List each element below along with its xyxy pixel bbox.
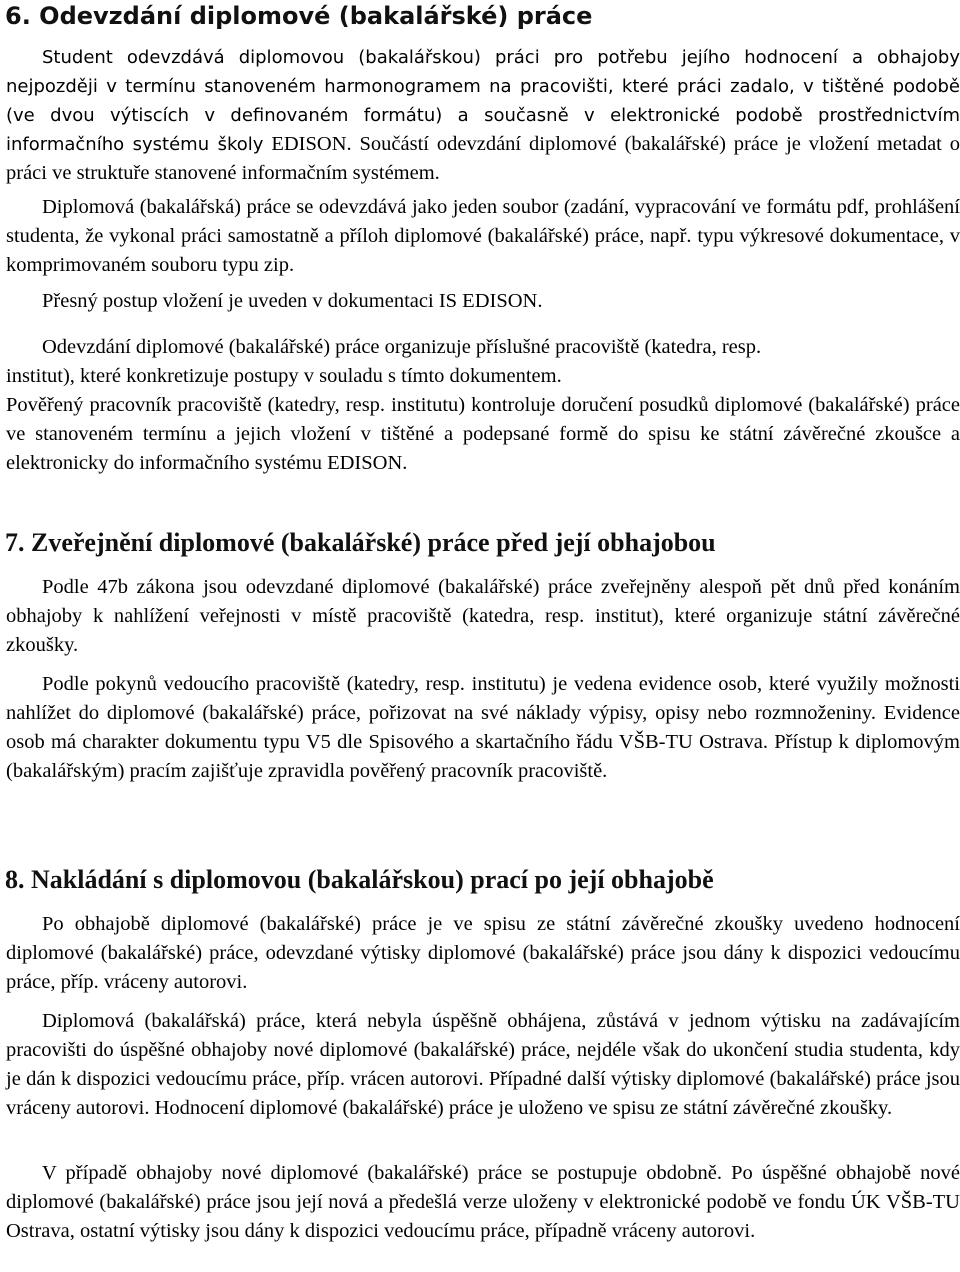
- section-6-paragraph-1: [6, 43, 960, 188]
- section-6-paragraph-3: Přesný postup vložení je uveden v dokumentaci IS EDISON.: [42, 290, 543, 312]
- section-7-heading: 7. Zveřejnění diplomové (bakalářské) práce před její obhajobou: [5, 528, 716, 557]
- section-6-heading: 6. Odevzdání diplomové (bakalářské) práce: [5, 2, 593, 30]
- section-8-paragraph-3: V případě obhajoby nové diplomové (bakalářské) práce se postupuje obdobně. Po úspěšné obhajobě nové diplomové (bakalářské) práce jsou její nová a předešlá verze uloženy v elektronické podobě ve fondu ÚK VŠB-TU Ostrava, ostatní výtisky jsou dány k dispozici vedoucímu práce, případně vráceny autorovi.: [6, 1162, 960, 1242]
- section-6-paragraph-5: Pověřený pracovník pracoviště (katedry, resp. institutu) kontroluje doručení posudků diplomové (bakalářské) práce ve stanoveném termínu a jejich vložení v tištěné a podepsané formě do spisu ke státní závěrečné zkoušce a elektronicky do informačního systému EDISON.: [6, 394, 960, 474]
- section-6-paragraph-4-line-1: Odevzdání diplomové (bakalářské) práce organizuje příslušné pracoviště (katedra, resp.: [42, 336, 762, 358]
- section-7-paragraph-1: Podle 47b zákona jsou odevzdané diplomové (bakalářské) práce zveřejněny alespoň pět dnů před konáním obhajoby k nahlížení veřejnosti v místě pracoviště (katedra, resp. institut), které organizuje státní závěrečné zkoušky.: [6, 576, 960, 656]
- section-6-paragraph-4-line-2: institut), které konkretizuje postupy v souladu s tímto dokumentem.: [6, 365, 562, 387]
- section-6-paragraph-1-serif-part: EDISON. Součástí odevzdání diplomové (bakalářské) práce je vložení metadat o práci ve struktuře stanovené informačním systémem.: [6, 133, 960, 184]
- section-8-paragraph-1: Po obhajobě diplomové (bakalářské) práce je ve spisu ze státní závěrečné zkoušky uvedeno hodnocení diplomové (bakalářské) práce, odevzdané výtisky diplomové (bakalářské) práce jsou dány k dispozici vedoucímu práce, příp. vráceny autorovi.: [6, 913, 960, 993]
- section-8-paragraph-2: Diplomová (bakalářská) práce, která nebyla úspěšně obhájena, zůstává v jednom výtisku na zadávajícím pracovišti do úspěšné obhajoby nové diplomové (bakalářské) práce, nejdéle však do ukončení studia studenta, kdy je dán k dispozici vedoucímu práce, příp. vrácen autorovi. Případné další výtisky diplomové (bakalářské) práce jsou vráceny autorovi. Hodnocení diplomové (bakalářské) práce je uloženo ve spisu ze státní závěrečné zkoušky.: [6, 1010, 960, 1119]
- section-6-paragraph-2: Diplomová (bakalářská) práce se odevzdává jako jeden soubor (zadání, vypracování ve formátu pdf, prohlášení studenta, že vykonal práci samostatně a příloh diplomové (bakalářské) práce, např. typu výkresové dokumentace, v komprimovaném souboru typu zip.: [6, 196, 960, 276]
- section-8-heading: 8. Nakládání s diplomovou (bakalářskou) prací po její obhajobě: [5, 865, 714, 894]
- section-7-paragraph-2: Podle pokynů vedoucího pracoviště (katedry, resp. institutu) je vedena evidence osob, které využily možnosti nahlížet do diplomové (bakalářské) práce, pořizovat na své náklady výpisy, opisy nebo rozmnoženiny. Evidence osob má charakter dokumentu typu V5 dle Spisového a skartačního řádu VŠB-TU Ostrava. Přístup k diplomovým (bakalářským) pracím zajišťuje zpravidla pověřený pracovník pracoviště.: [6, 673, 960, 782]
- section-6-paragraph-1-sans-part: Student odevzdává diplomovou (bakalářskou) práci pro potřebu jejího hodnocení a obhajoby nejpozději v termínu stanoveném harmonogramem na pracovišti, které práci zadalo, v tištěné podobě (ve dvou výtiscích v definovaném formátu) a současně v elektronické podobě prostřednictvím informačního systému školy: [6, 47, 960, 155]
